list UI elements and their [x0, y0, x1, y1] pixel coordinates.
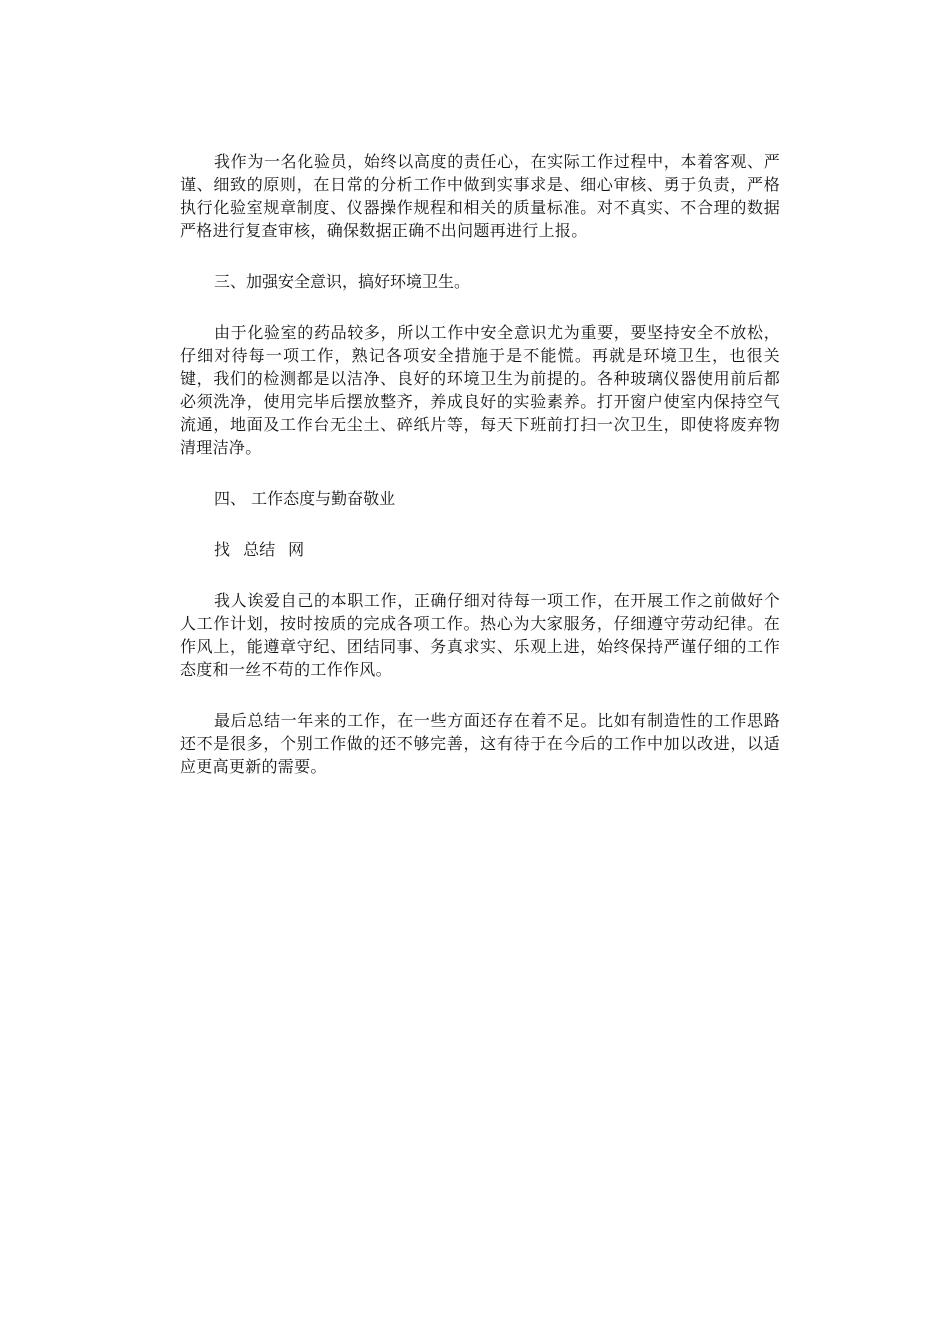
section-heading-safety: 三、加强安全意识，搞好环境卫生。	[214, 272, 471, 291]
paragraph-quality-control: 我作为一名化验员，始终以高度的责任心，在实际工作过程中，本着客观、严谨、细致的原则，在日常的分析工作中做到实事求是、细心审核、勇于负责，严格执行化验室规章制度、仪器操作规程和相关的质量标准。对不真实、不合理的数据严格进行复查审核，确保数据正确不出问题再进行上报。	[180, 152, 780, 240]
paragraph-safety-hygiene: 由于化验室的药品较多，所以工作中安全意识尤为重要，要坚持安全不放松，仔细对待每一项工作，熟记各项安全措施于是不能慌。再就是环境卫生，也很关键，我们的检测都是以洁净、良好的环境卫生为前提的。各种玻璃仪器使用前后都必须洗净，使用完毕后摆放整齐，养成良好的实验素养。打开窗户使室内保持空气流通，地面及工作台无尘土、碎纸片等，每天下班前打扫一次卫生，即使将废弃物清理洁净。	[180, 323, 780, 457]
paragraph-conclusion: 最后总结一年来的工作，在一些方面还存在着不足。比如有制造性的工作思路还不是很多，个别工作做的还不够完善，这有待于在今后的工作中加以改进，以适应更高更新的需要。	[180, 711, 780, 776]
section-heading-attitude: 四、 工作态度与勤奋敬业	[214, 489, 396, 508]
paragraph-work-attitude: 我人诶爱自己的本职工作，正确仔细对待每一项工作，在开展工作之前做好个人工作计划，按时按质的完成各项工作。热心为大家服务，仔细遵守劳动纪律。在作风上，能遵章守纪、团结同事、务真求实、乐观上进，始终保持严谨仔细的工作态度和一丝不苟的工作作风。	[180, 591, 780, 679]
document-body	[180, 150, 780, 806]
watermark-text: 找 总结 网	[214, 540, 305, 559]
